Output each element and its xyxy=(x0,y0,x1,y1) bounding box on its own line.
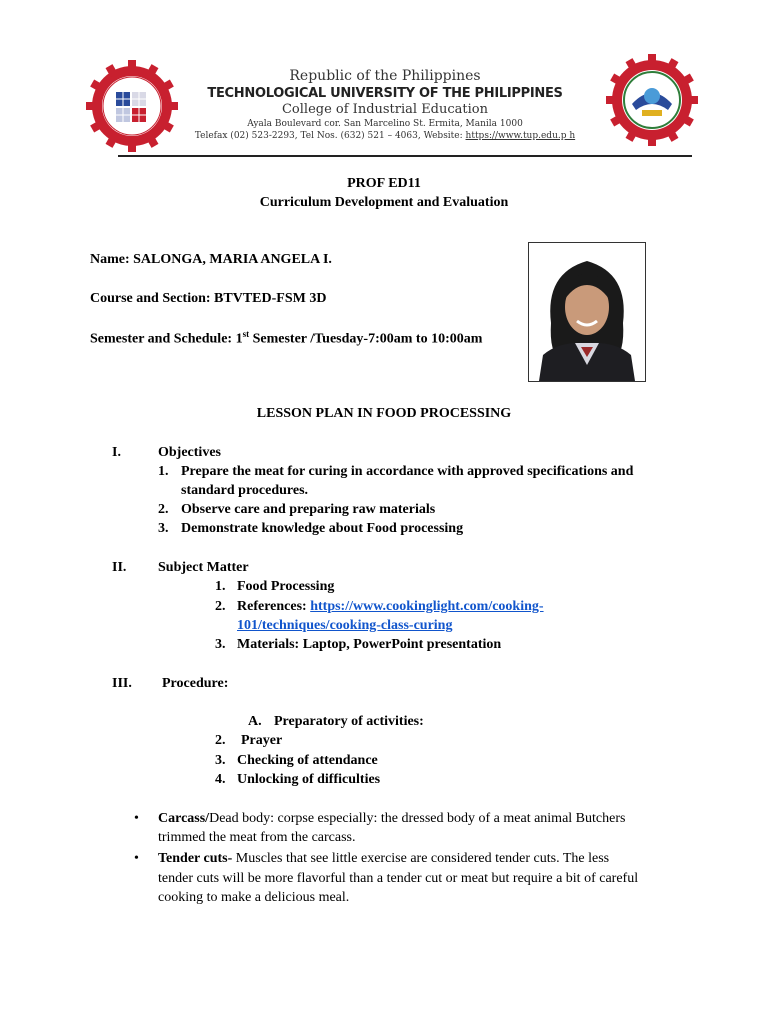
procedure-item: Unlocking of difficulties xyxy=(237,772,381,787)
procedure-item-num: 2. xyxy=(215,733,226,748)
subject-item-num: 2. xyxy=(215,599,226,614)
header-contact xyxy=(180,131,590,141)
definition-tender-cuts xyxy=(158,851,609,867)
references-link-cont xyxy=(237,618,452,634)
references-link-line2[interactable]: 101/techniques/cooking-class-curing xyxy=(237,618,453,633)
lesson-title: LESSON PLAN IN FOOD PROCESSING xyxy=(256,406,512,421)
header-divider xyxy=(118,155,692,157)
procedure-item-num: 3. xyxy=(215,753,226,768)
procedure-item-num: 4. xyxy=(215,772,226,787)
procedure-num: III. xyxy=(112,676,132,691)
course-title: Curriculum Development and Evaluation xyxy=(259,195,509,210)
objective-item: Prepare the meat for curing in accordance with approved specifications and xyxy=(181,464,634,479)
bullet-icon: • xyxy=(134,851,139,866)
objectives-num: I. xyxy=(112,445,121,460)
objective-item: Observe care and preparing raw materials xyxy=(181,502,436,517)
references-label: References: xyxy=(237,599,311,614)
definition-term: Carcass/ xyxy=(158,811,210,826)
subject-num: II. xyxy=(112,560,127,575)
subject-item: Food Processing xyxy=(237,579,335,594)
objective-item-num: 1. xyxy=(158,464,169,479)
subject-title: Subject Matter xyxy=(158,560,249,575)
definition-term: Tender cuts- xyxy=(158,851,233,866)
subject-item-num: 3. xyxy=(215,637,226,652)
student-name: Name: SALONGA, MARIA ANGELA I. xyxy=(90,252,332,267)
objective-item: Demonstrate knowledge about Food processing xyxy=(181,521,464,536)
definition-carcass xyxy=(158,811,625,827)
procedure-item: Prayer xyxy=(241,733,283,748)
header-university: TECHNOLOGICAL UNIVERSITY OF THE PHILIPPINES xyxy=(207,86,563,101)
portrait-image xyxy=(529,243,645,381)
college-seal-logo xyxy=(604,52,700,148)
semester-schedule xyxy=(90,329,482,348)
procedure-title: Procedure: xyxy=(162,676,229,691)
objective-item-num: 3. xyxy=(158,521,169,536)
header-college: College of Industrial Education xyxy=(281,102,488,117)
objective-item-num: 2. xyxy=(158,502,169,517)
tup-seal-logo xyxy=(84,58,180,154)
header-contact-text: Telefax (02) 523-2293, Tel Nos. (632) 521 – 4063, Website: xyxy=(194,131,466,141)
procedure-sub-num: A. xyxy=(248,714,262,729)
course-code: PROF ED11 xyxy=(347,176,421,191)
header-republic: Republic of the Philippines xyxy=(289,68,481,84)
definition-text-cont: trimmed the meat from the carcass. xyxy=(158,830,356,845)
definition-text-cont: cooking to make a delicious meal. xyxy=(158,890,350,905)
objectives-title: Objectives xyxy=(158,445,221,460)
definition-text-cont: tender cuts will be more flavorful than a tender cut or meat but require a bit of careful xyxy=(158,871,639,886)
semester-sup: st xyxy=(242,329,250,339)
subject-item-num: 1. xyxy=(215,579,226,594)
student-photo xyxy=(528,242,646,382)
objective-item-cont: standard procedures. xyxy=(181,483,309,498)
semester-prefix: Semester and Schedule: 1 xyxy=(90,331,243,347)
course-section: Course and Section: BTVTED-FSM 3D xyxy=(90,291,327,306)
procedure-sub-a: Preparatory of activities: xyxy=(274,714,424,729)
references-link[interactable]: https://www.cookinglight.com/cooking- xyxy=(310,599,544,614)
subject-item: Materials: Laptop, PowerPoint presentation xyxy=(237,637,502,652)
semester-suffix: Semester /Tuesday-7:00am to 10:00am xyxy=(249,331,483,347)
subject-references xyxy=(237,599,544,615)
definition-text: Dead body: corpse especially: the dressed body of a meat animal Butchers xyxy=(209,811,626,826)
definition-text: Muscles that see little exercise are considered tender cuts. The less xyxy=(232,851,610,866)
header-address: Ayala Boulevard cor. San Marcelino St. Ermita, Manila 1000 xyxy=(247,119,523,129)
bullet-icon: • xyxy=(134,811,139,826)
header-website-link[interactable]: https://www.tup.edu.p h xyxy=(465,131,576,141)
procedure-item: Checking of attendance xyxy=(237,753,378,768)
